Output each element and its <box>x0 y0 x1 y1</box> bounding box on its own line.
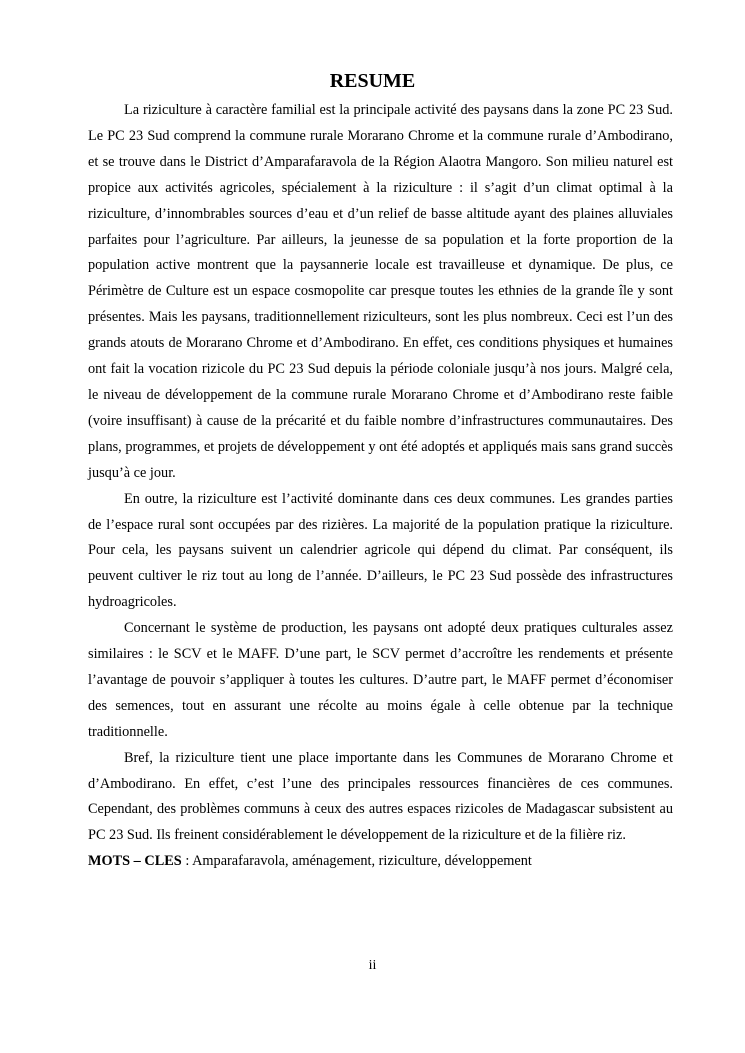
paragraph-1: La riziculture à caractère familial est la principale activité des paysans dans la zone PC 23 Sud. Le PC 23 Sud comprend la commune rurale Morarano Chrome et la commune rurale d’Ambodirano, et se trouve dans le District d’Amparafaravola de la Région Alaotra Mangoro. Son milieu naturel est propice aux activités agricoles, spécialement à la riziculture : il s’agit d’un climat optimal à la riziculture, d’innombrables sources d’eau et d’un relief de basse altitude ayant des plaines alluviales parfaites pour l’agriculture. Par ailleurs, la jeunesse de sa population et la forte proportion de la population active montrent que la paysannerie locale est travailleuse et dynamique. De plus, ce Périmètre de Culture est un espace cosmopolite car presque toutes les ethnies de la grande île y sont présentes. Mais les paysans, traditionnellement riziculteurs, sont les plus nombreux. Ceci est l’un des grands atouts de Morarano Chrome et d’Ambodirano. En effet, ces conditions physiques et humaines ont fait la vocation rizicole du PC 23 Sud depuis la période coloniale jusqu’à nos jours. Malgré cela, le niveau de développement de la commune rurale Morarano Chrome et d’Ambodirano reste faible (voire insuffisant) à cause de la précarité et du faible nombre d’infrastructures communautaires. Des plans, programmes, et projets de développement y ont été adoptés et appliqués mais sans grand succès jusqu’à ce jour. <box>88 102 673 481</box>
page-number: ii <box>368 958 377 973</box>
keywords-separator: : <box>181 853 193 870</box>
keywords-line <box>88 849 673 875</box>
paragraph-4: Bref, la riziculture tient une place importante dans les Communes de Morarano Chrome et d’Ambodirano. En effet, c’est l’une des principales ressources financières de ces communes. Cependant, des problèmes communs à ceux des autres espaces rizicoles de Madagascar subsistent au PC 23 Sud. Ils freinent considérablement le développement de la riziculture et de la filière riz. <box>88 749 673 844</box>
paragraph-2: En outre, la riziculture est l’activité dominante dans ces deux communes. Les grandes parties de l’espace rural sont occupées par des rizières. La majorité de la population pratique la riziculture. Pour cela, les paysans suivent un calendrier agricole qui dépend du climat. Par conséquent, ils peuvent cultiver le riz tout au long de l’année. D’ailleurs, le PC 23 Sud possède des infrastructures hydroagricoles. <box>88 490 673 611</box>
keywords-text: Amparafaravola, aménagement, riziculture, développement <box>192 853 532 870</box>
keywords-label: MOTS – CLES <box>88 853 182 870</box>
paragraph-3: Concernant le système de production, les paysans ont adopté deux pratiques culturales assez similaires : le SCV et le MAFF. D’une part, le SCV permet d’accroître les rendements et présente l’avantage de pouvoir s’appliquer à toutes les cultures. D’autre part, le MAFF permet d’économiser des semences, tout en assurant une récolte au moins égale à celle obtenue par la technique traditionnelle. <box>88 620 673 740</box>
page-title: RESUME <box>329 70 416 92</box>
abstract-body <box>88 98 673 875</box>
